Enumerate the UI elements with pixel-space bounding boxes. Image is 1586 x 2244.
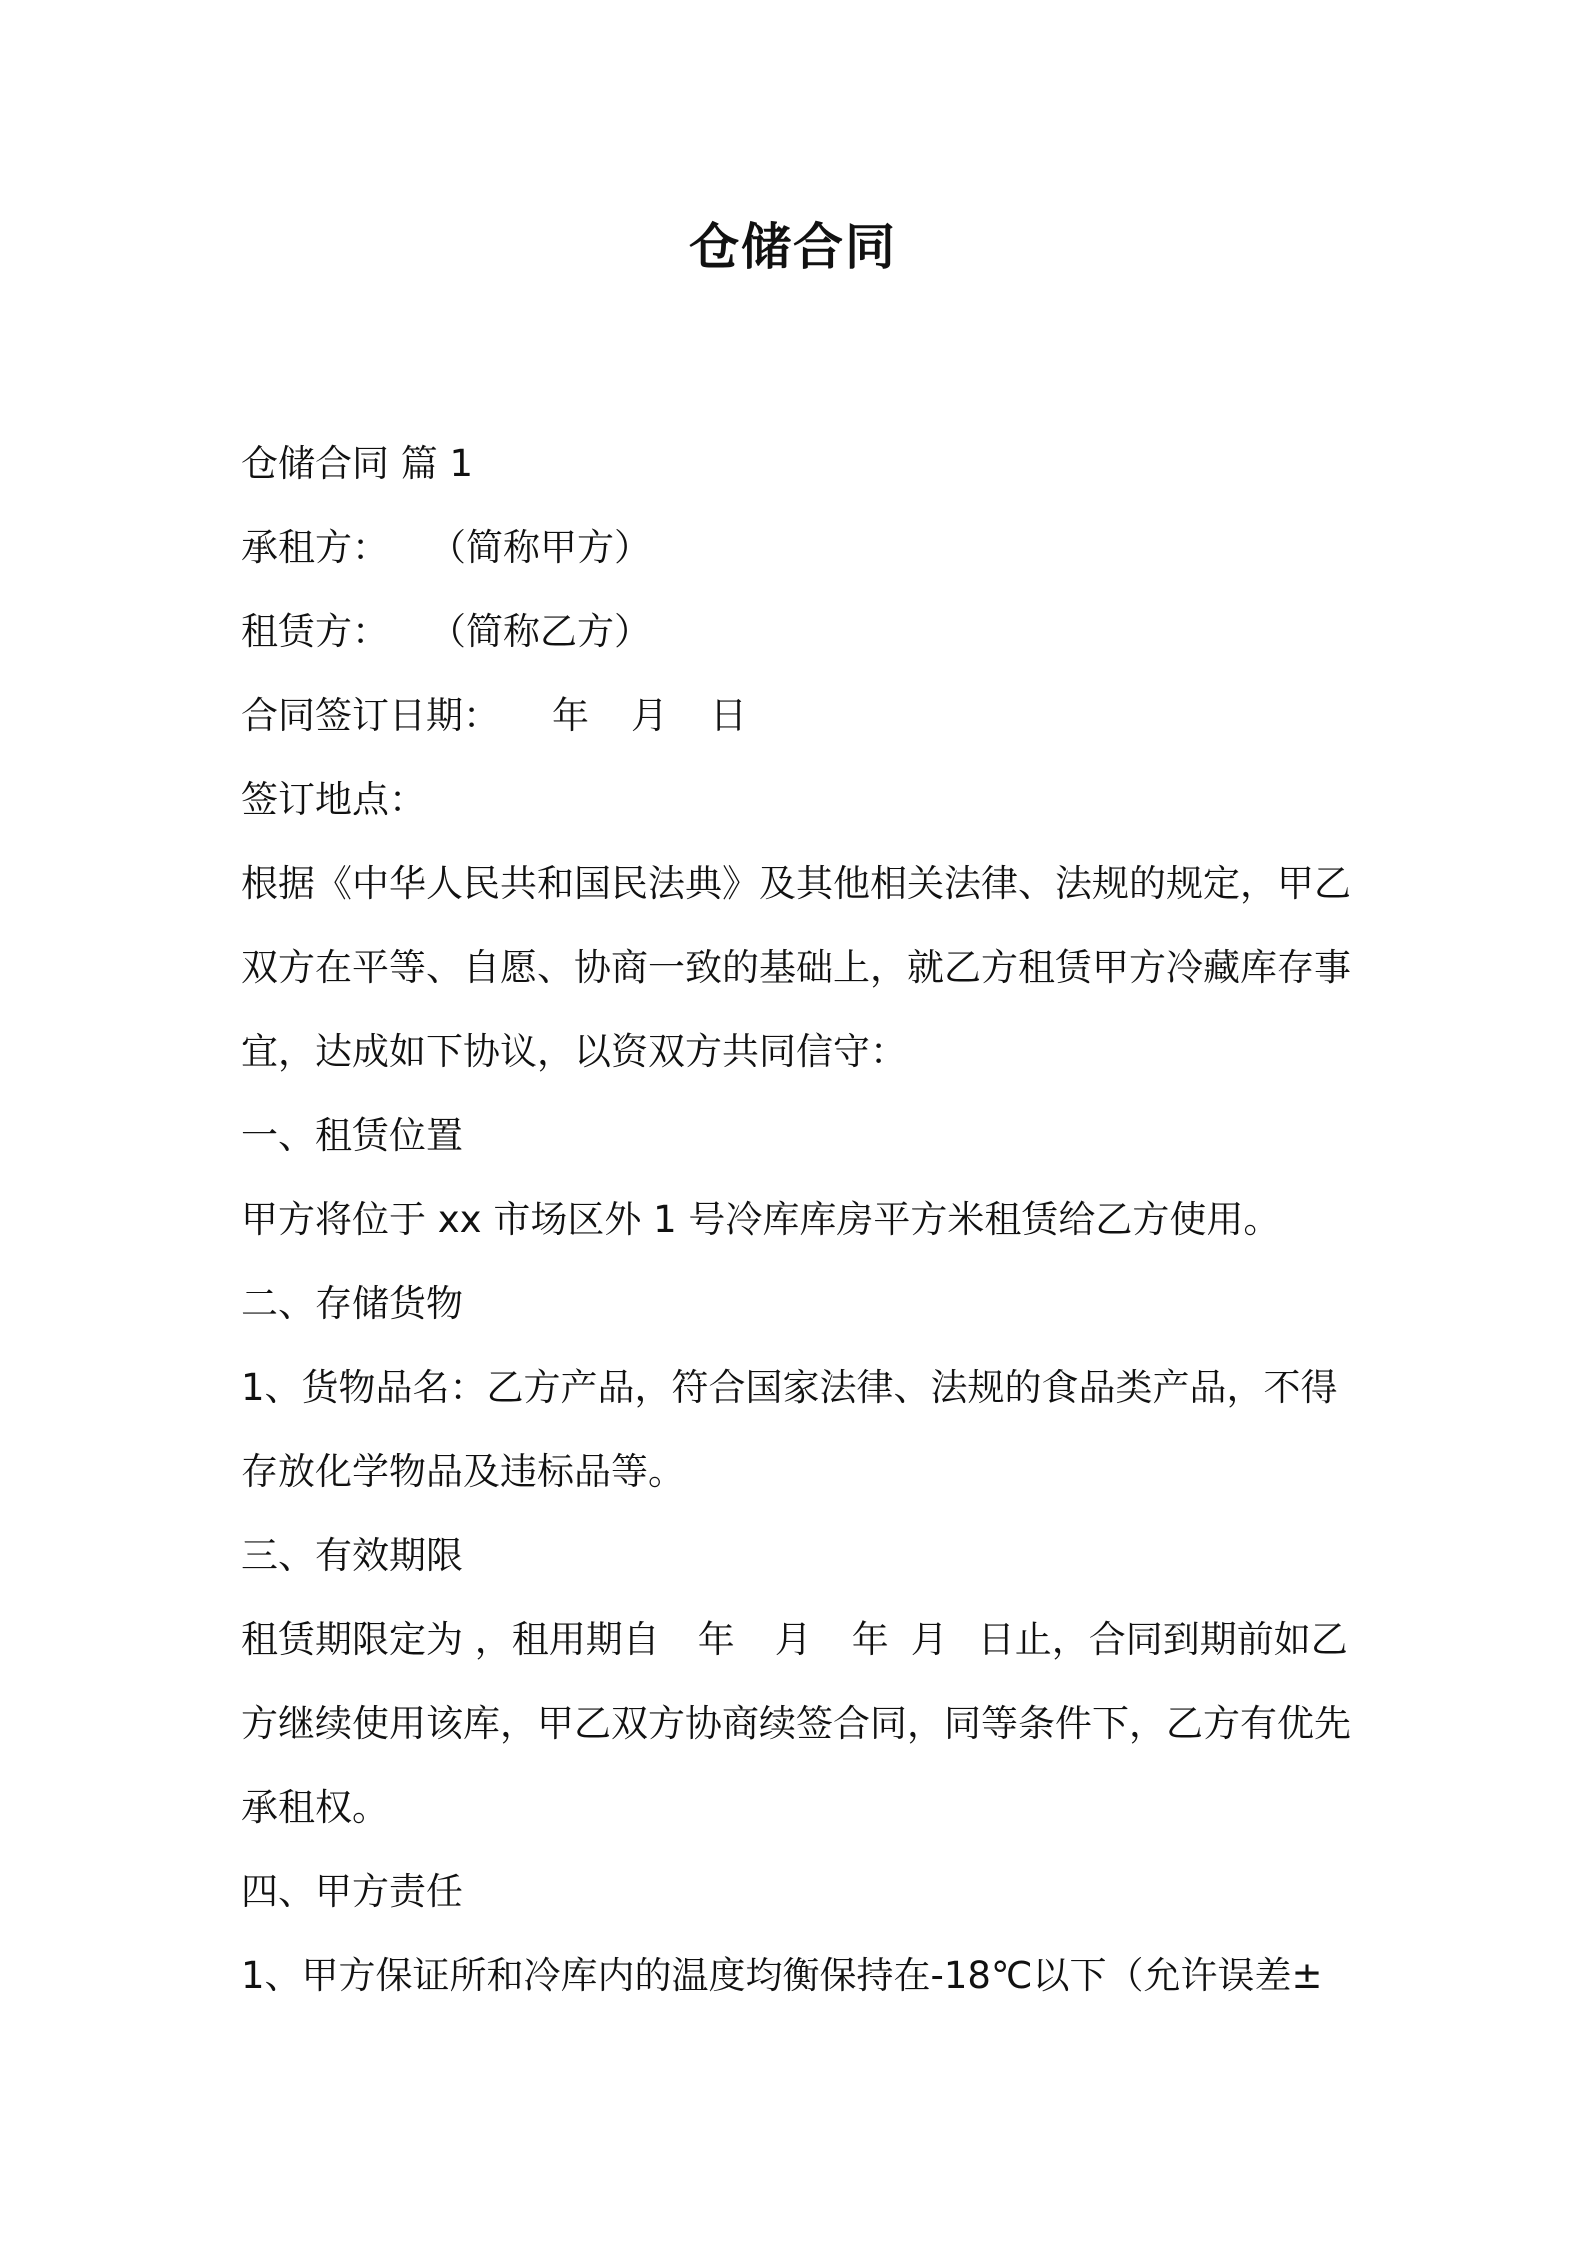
term-line-3: 承租权。 — [241, 1786, 389, 1829]
preamble-line-1: 根据《中华人民共和国民法典》及其他相关法律、法规的规定，甲乙 — [241, 862, 1351, 905]
lessor-label: 租赁方： — [241, 610, 389, 653]
signing-place-line: 签订地点： — [241, 778, 426, 821]
preamble-line-2: 双方在平等、自愿、协商一致的基础上，就乙方租赁甲方冷藏库存事 — [241, 946, 1351, 989]
location-text: 甲方将位于 xx 市场区外 1 号冷库库房平方米租赁给乙方使用。 — [241, 1198, 1281, 1241]
section-heading-term: 三、有效期限 — [241, 1534, 463, 1577]
term-end-year: 年 — [851, 1618, 889, 1661]
section-heading-party-a-duty: 四、甲方责任 — [241, 1870, 463, 1913]
term-line-1 — [241, 1614, 1348, 1666]
term-start-year: 年 — [697, 1618, 735, 1661]
preamble-line-3: 宜，达成如下协议，以资双方共同信守： — [241, 1030, 907, 1073]
term-intro: 租赁期限定为 ，租用期自 — [241, 1618, 660, 1661]
signing-date-label: 合同签订日期： — [241, 694, 500, 737]
lessor-line — [241, 606, 651, 658]
document-title: 仓储合同 — [689, 218, 897, 276]
signing-date-line — [241, 690, 747, 742]
lessee-abbrev: （简称甲方） — [429, 526, 651, 569]
contract-subtitle: 仓储合同 篇 1 — [241, 442, 474, 485]
date-day: 日 — [710, 694, 747, 737]
lessor-abbrev: （简称乙方） — [429, 610, 651, 653]
term-rest: 日止，合同到期前如乙 — [977, 1618, 1348, 1661]
date-month: 月 — [631, 694, 668, 737]
goods-line-1: 1、货物品名：乙方产品，符合国家法律、法规的食品类产品，不得 — [241, 1366, 1338, 1409]
date-year: 年 — [552, 694, 589, 737]
term-end-month: 月 — [910, 1618, 948, 1661]
party-a-duty-line-1: 1、甲方保证所和冷库内的温度均衡保持在-18℃以下（允许误差± — [241, 1954, 1323, 1997]
lessee-label: 承租方： — [241, 526, 389, 569]
section-heading-goods: 二、存储货物 — [241, 1282, 463, 1325]
section-heading-location: 一、租赁位置 — [241, 1114, 463, 1157]
lessee-line — [241, 522, 651, 574]
term-start-month: 月 — [774, 1618, 812, 1661]
goods-line-2: 存放化学物品及违标品等。 — [241, 1450, 685, 1493]
term-line-2: 方继续使用该库，甲乙双方协商续签合同，同等条件下，乙方有优先 — [241, 1702, 1351, 1745]
